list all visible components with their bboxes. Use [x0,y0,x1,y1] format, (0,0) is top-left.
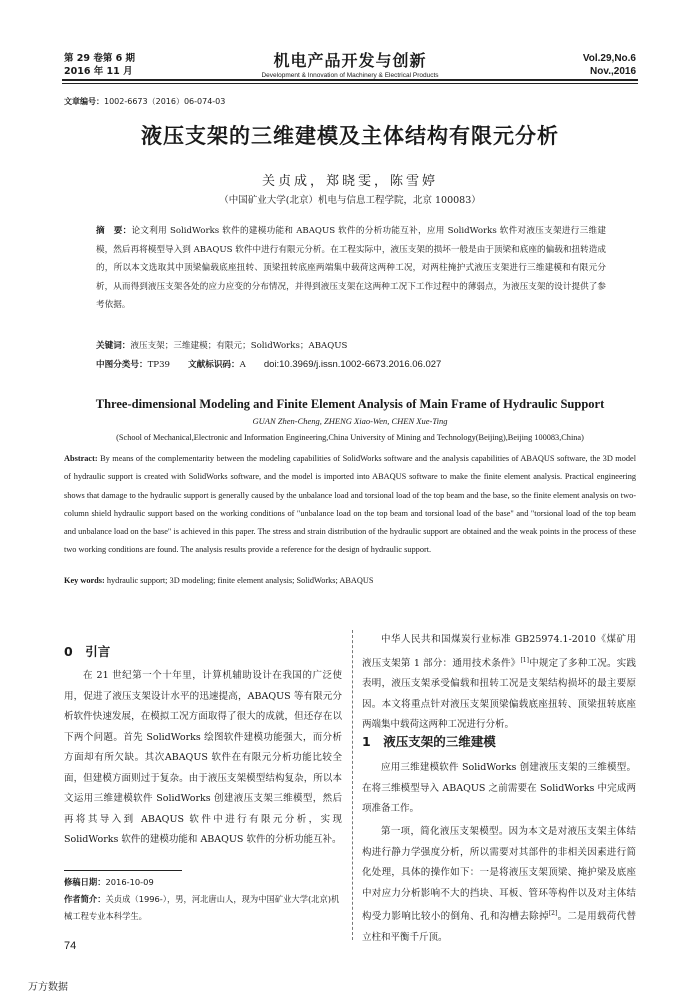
abstract-en [64,450,636,560]
watermark: 万方数据 [28,982,68,993]
received-date: 2016-10-09 [105,877,154,887]
footnote-received [64,874,342,891]
header-volume-en: Vol.29,No.6 [582,53,636,64]
page-title: 液压支架的三维建模及主体结构有限元分析 [141,124,559,148]
keywords-cn-label: 关键词： [96,341,131,351]
journal-title-en: Development & Innovation of Machinery & Electrical Products [261,72,439,79]
header-rule-bottom [62,83,638,84]
authors-cn: 关贞成，郑晓雯，陈雪婷 [261,174,438,189]
column-divider [352,630,353,940]
header-date-cn: 2016 年 11 月 [64,66,133,77]
footnote [64,874,342,925]
abstract-cn-text: 论文利用 SolidWorks 软件的建模功能和 ABAQUS 软件的分析功能互补，应用 SolidWorks 软件对液压支架进行三维建模，然后再将模型导入到 ABAQUS 软件中进行有限元分析。在工程实际中，液压支架的损坏一般是由于顶梁和底座的偏载和扭转造成的，所以本文选取其中顶梁偏载底座扭转、顶梁扭转底座两端集中载荷这两种工况，对两柱掩护式液压支架进行三维建模和有限元分析，从而得到液压支架各处的应力应变的分布情况，并得到液压支架在这两种工况下工作过程中的薄弱点，为液压支架的设计提供了参考依据。 [96,226,606,311]
section-1-para-2 [362,822,636,948]
header-date-en: Nov.,2016 [590,66,636,77]
authors-en: GUAN Zhen-Cheng, ZHENG Xiao-Wen, CHEN Xue-Ting [252,416,448,426]
header-right [583,52,636,78]
section-0-para-2-a: 中华人民共和国煤炭行业标准 GB25974.1-2010《煤矿用液压支架第 1 部分：通用技术条件》 [362,634,636,669]
abstract-en-label: Abstract: [64,454,98,463]
section-1-para-2-a: 第一项，简化液压支架模型。因为本文是对液压支架主体结构进行静力学强度分析，所以需要对其部件的非相关因素进行简化处理，具体的操作如下：一是将液压支架顶梁、掩护梁及底座中对应力分析影响不大的挡块、耳板、管环等构件以及对主体结构受力影响比较小的倒角、孔和沟槽去除掉 [362,826,636,923]
section-1-para-2-b: 。二是用载荷代替立柱和平衡千斤顶。 [362,911,636,943]
footnote-rule [64,870,182,871]
keywords-cn-text: 液压支架；三维建模；有限元；SolidWorks；ABAQUS [130,341,348,351]
abstract-en-text: By means of the complementarity between the modeling capabilities of SolidWorks software and the analysis capabilities of ABAQUS software, the 3D model of hydraulic support is created with SolidWorks software, and the model is imported into ABAQUS software to make the finite element analysis. Practical engineering shows that damage to the hydraulic support is generally caused by the unbalance load and torsional load of the top beam and the base, so the finite element analysis on two-column shield hydraulic support based on the working conditions of "unbalance load on the top beam and torsional load of the base" and "torsional load of the top beam and unbalance load on the base" is achieved in this paper. The stress and strain distribution of the hydraulic support are obtained and the weak points in the process of these two working conditions are found. The analysis results provide a reference for the design of hydraulic support. [64,454,637,555]
clc-value: TP39 [147,360,171,370]
abstract-cn [96,222,606,315]
bio-label: 作者简介： [64,894,106,904]
header-journal [200,48,500,79]
abstract-cn-label: 摘 要： [96,226,132,236]
header-volume-cn: 第 29 卷第 6 期 [64,53,136,64]
classification [96,356,441,374]
keywords-en [64,574,636,588]
footnote-bio [64,891,342,925]
header-left [64,52,135,78]
keywords-en-text: hydraulic support; 3D modeling; finite element analysis; SolidWorks; ABAQUS [106,576,374,585]
affiliation-cn: （中国矿业大学(北京）机电与信息工程学院，北京 100083） [219,195,481,206]
bio-text: 关贞成（1996-），男，河北唐山人，现为中国矿业大学(北京)机械工程专业本科学生。 [64,894,340,921]
citation-2[interactable]: [2] [548,910,558,917]
doc-code-label: 文献标识码： [188,360,240,370]
article-number-value: 1002-6673（2016）06-074-03 [104,97,226,106]
affiliation-en: (School of Mechanical,Electronic and Information Engineering,China University of Mining and Technology(Beijing),Beijing 100083,China) [116,433,584,442]
title-en: Three-dimensional Modeling and Finite Element Analysis of Main Frame of Hydraulic Support [95,397,605,411]
keywords-en-label: Key words: [64,576,105,585]
doi: doi:10.3969/j.issn.1002-6673.2016.06.027 [263,359,442,370]
keywords-cn [96,338,347,355]
header-rule-top [62,79,638,81]
section-1-heading: 1 液压支架的三维建模 [362,734,496,749]
article-number-label: 文章编号： [64,97,104,106]
citation-1[interactable]: [1] [520,656,529,664]
section-0-heading: 0 引言 [64,644,111,659]
journal-title-cn: 机电产品开发与创新 [273,51,427,70]
section-0-para-2-b: 中规定了多种工况。实践表明，液压支架承受偏载和扭转工况是支架结构损坏的最主要原因。本文将重点针对液压支架顶梁偏载底座扭转、顶梁扭转底座两端集中载荷这两种工况进行分析。 [362,657,636,731]
section-0-para-2 [362,630,636,736]
received-label: 修稿日期： [64,877,106,887]
article-number [64,96,225,107]
section-0-para-1: 在 21 世纪第一个十年里，计算机辅助设计在我国的广泛使用，促进了液压支架设计水平的迅速提高，ABAQUS 等有限元分析软件快速发展，在模拟工况方面取得了很大的成就，但还存在以下两个问题。首先 SolidWorks 绘图软件建模功能强大，而分析方面却有所欠缺。其次ABAQUS 软件在有限元分析功能比较全面，但建模方面则过于复杂。由于液压支架模型结构复杂，所以本文运用三维建模软件 SolidWorks 创建液压支架三维模型，然后再将其导入到 ABAQUS 软件中进行有限元分析，实现 SolidWorks 软件的建模功能和 ABAQUS 软件的分析功能互补。 [64,670,342,845]
doc-code-value: A [239,360,246,370]
page-number: 74 [64,940,77,952]
section-1-para-1: 应用三维建模软件 SolidWorks 创建液压支架的三维模型。在将三维模型导入 ABAQUS 之前需要在 SolidWorks 中完成两项准备工作。 [362,762,636,814]
clc-label: 中图分类号： [96,360,148,370]
